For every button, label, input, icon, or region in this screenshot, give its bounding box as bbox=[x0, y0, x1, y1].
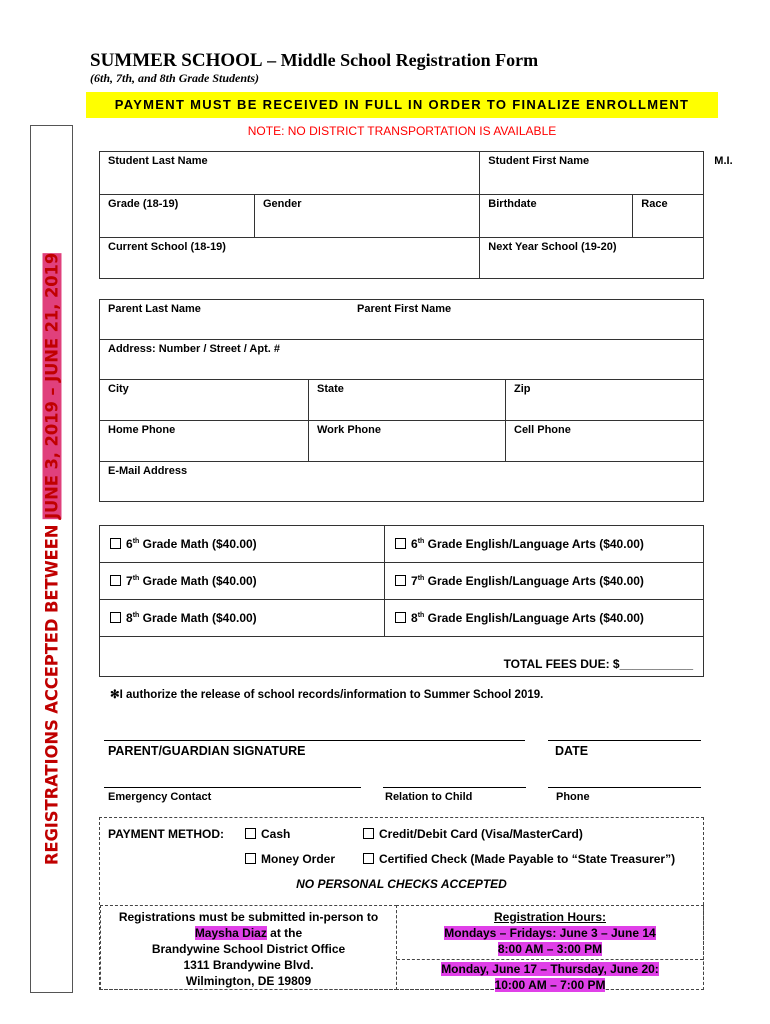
date-line[interactable] bbox=[548, 740, 701, 741]
home-phone-field[interactable]: Home Phone bbox=[100, 421, 309, 462]
hours-title: Registration Hours: bbox=[493, 910, 606, 924]
emergency-contact-line[interactable] bbox=[104, 787, 361, 788]
checkbox-icon[interactable] bbox=[110, 538, 121, 549]
parent-last-name-label: Parent Last Name bbox=[108, 303, 201, 315]
checkbox-icon[interactable] bbox=[395, 612, 406, 623]
hours-time-1: 8:00 AM – 3:00 PM bbox=[497, 942, 603, 956]
address-field[interactable]: Address: Number / Street / Apt. # bbox=[100, 340, 704, 380]
checkbox-icon[interactable] bbox=[363, 828, 374, 839]
office-street: 1311 Brandywine Blvd. bbox=[183, 958, 314, 972]
payment-credit-option[interactable]: Credit/Debit Card (Visa/MasterCard) bbox=[363, 827, 583, 841]
office-city: Wilmington, DE 19809 bbox=[185, 974, 312, 988]
checkbox-icon[interactable] bbox=[363, 853, 374, 864]
relation-label: Relation to Child bbox=[385, 791, 473, 803]
checkbox-icon[interactable] bbox=[245, 828, 256, 839]
transportation-note: NOTE: NO DISTRICT TRANSPORTATION IS AVAILABLE bbox=[247, 124, 557, 138]
checkbox-icon[interactable] bbox=[110, 575, 121, 586]
side-banner bbox=[30, 125, 73, 993]
course-math-7[interactable]: 7th Grade Math ($40.00) bbox=[100, 563, 385, 600]
form-subtitle: (6th, 7th, and 8th Grade Students) bbox=[90, 71, 260, 85]
contact-name: Maysha Diaz bbox=[194, 926, 267, 940]
course-math-6[interactable]: 6th Grade Math ($40.00) bbox=[100, 526, 385, 563]
state-field[interactable]: State bbox=[309, 380, 506, 421]
payment-certified-check-option[interactable]: Certified Check (Made Payable to “State Treasurer”) bbox=[363, 852, 675, 866]
cell-phone-field[interactable]: Cell Phone bbox=[506, 421, 704, 462]
next-school-field[interactable]: Next Year School (19-20) bbox=[480, 238, 704, 279]
registration-instruction: Registrations must be submitted in-person to bbox=[118, 910, 379, 924]
signature-line[interactable] bbox=[104, 740, 525, 741]
email-field[interactable]: E-Mail Address bbox=[100, 462, 704, 502]
student-info-table bbox=[99, 151, 733, 279]
parent-signature-label: PARENT/GUARDIAN SIGNATURE bbox=[108, 744, 306, 758]
hours-time-2: 10:00 AM – 7:00 PM bbox=[494, 978, 606, 992]
registration-hours bbox=[396, 905, 704, 990]
course-ela-7[interactable]: 7th Grade English/Language Arts ($40.00) bbox=[385, 563, 704, 600]
date-label: DATE bbox=[555, 744, 589, 758]
side-banner-dates: JUNE 3, 2019 – JUNE 21, 2019 bbox=[42, 252, 61, 520]
checkbox-icon[interactable] bbox=[395, 575, 406, 586]
payment-money-order-option[interactable]: Money Order bbox=[245, 852, 335, 866]
payment-cash-option[interactable]: Cash bbox=[245, 827, 290, 841]
student-last-name-field[interactable]: Student Last Name bbox=[100, 152, 480, 195]
checkbox-icon[interactable] bbox=[110, 612, 121, 623]
gender-field[interactable]: Gender bbox=[255, 195, 480, 238]
courses-table bbox=[99, 525, 704, 677]
side-banner-text: REGISTRATIONS ACCEPTED BETWEEN bbox=[42, 519, 61, 866]
zip-field[interactable]: Zip bbox=[506, 380, 704, 421]
parent-first-name-label: Parent First Name bbox=[357, 303, 452, 315]
checkbox-icon[interactable] bbox=[395, 538, 406, 549]
hours-period-2: Monday, June 17 – Thursday, June 20: bbox=[441, 962, 659, 976]
asterisk-icon: ✻ bbox=[110, 689, 120, 701]
birthdate-field[interactable]: Birthdate bbox=[480, 195, 633, 238]
payment-method-label: PAYMENT METHOD: bbox=[108, 827, 225, 841]
grade-field[interactable]: Grade (18-19) bbox=[100, 195, 255, 238]
authorize-statement: ✻I authorize the release of school records/information to Summer School 2019. bbox=[110, 689, 544, 701]
course-ela-6[interactable]: 6th Grade English/Language Arts ($40.00) bbox=[385, 526, 704, 563]
payment-banner: PAYMENT MUST BE RECEIVED IN FULL IN ORDER TO FINALIZE ENROLLMENT bbox=[86, 92, 718, 118]
office-name: Brandywine School District Office bbox=[151, 942, 346, 956]
hours-period-1: Mondays – Fridays: June 3 – June 14 bbox=[444, 926, 656, 940]
student-first-name-field[interactable] bbox=[480, 152, 733, 195]
relation-line[interactable] bbox=[383, 787, 526, 788]
work-phone-field[interactable]: Work Phone bbox=[309, 421, 506, 462]
race-field[interactable]: Race bbox=[633, 195, 704, 238]
form-title: SUMMER SCHOOL – Middle School Registration Form bbox=[90, 50, 539, 71]
student-first-name-label: Student First Name bbox=[488, 155, 590, 167]
course-ela-8[interactable]: 8th Grade English/Language Arts ($40.00) bbox=[385, 600, 704, 637]
no-checks-notice: NO PERSONAL CHECKS ACCEPTED bbox=[296, 877, 507, 891]
emergency-contact-label: Emergency Contact bbox=[108, 791, 212, 803]
phone-label: Phone bbox=[556, 791, 590, 803]
current-school-field[interactable]: Current School (18-19) bbox=[100, 238, 480, 279]
parent-name-field[interactable] bbox=[100, 300, 704, 340]
course-math-8[interactable]: 8th Grade Math ($40.00) bbox=[100, 600, 385, 637]
phone-line[interactable] bbox=[548, 787, 701, 788]
registration-location: Registrations must be submitted in-person to Maysha Diaz at the Brandywine School District Office 1311 Brandywine Blvd. Wilmington, DE 19809 bbox=[100, 905, 397, 990]
total-fees-field[interactable]: TOTAL FEES DUE: $___________ bbox=[100, 637, 704, 677]
checkbox-icon[interactable] bbox=[245, 853, 256, 864]
mi-label: M.I. bbox=[714, 155, 733, 167]
city-field[interactable]: City bbox=[100, 380, 309, 421]
parent-info-table bbox=[99, 299, 704, 502]
